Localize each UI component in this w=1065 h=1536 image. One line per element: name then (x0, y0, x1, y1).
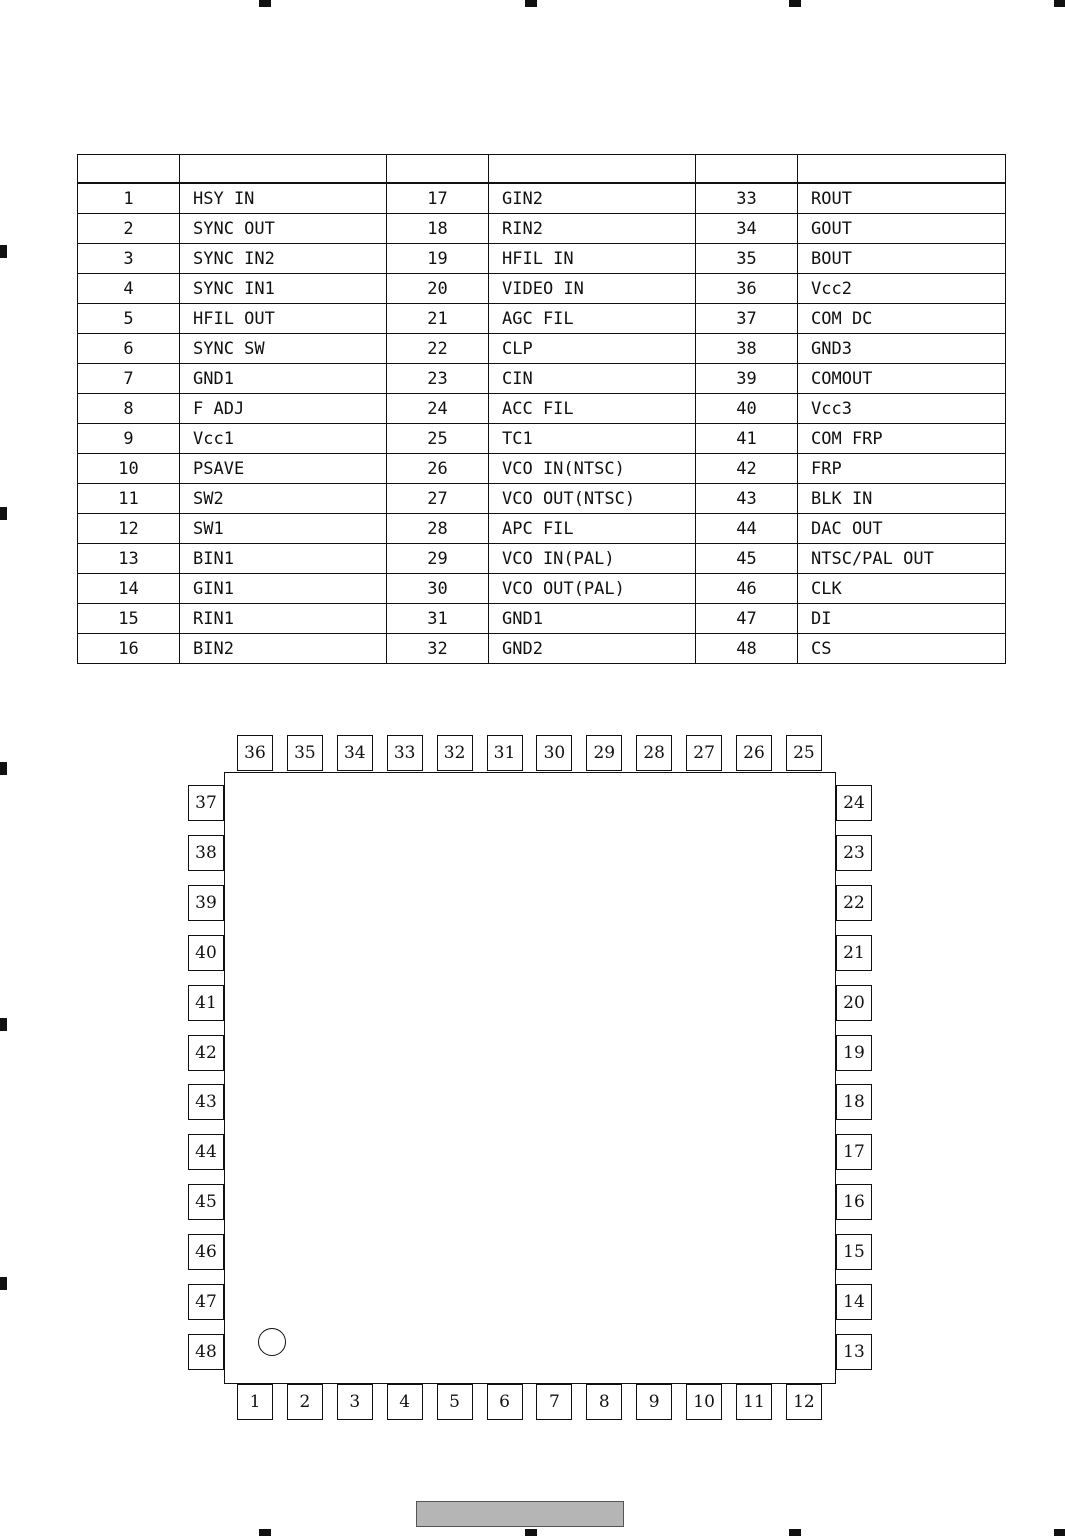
pin-name-cell: SW2 (180, 484, 387, 514)
pin-right-box: 23 (836, 835, 872, 871)
ic-body (224, 772, 836, 1384)
pin-left-box: 40 (188, 935, 224, 971)
registration-mark (0, 245, 7, 258)
pin-name-cell: VCO IN(NTSC) (489, 454, 696, 484)
pin-name-cell: AGC FIL (489, 304, 696, 334)
pin-name-cell: HSY IN (180, 183, 387, 214)
pin-right-box: 22 (836, 885, 872, 921)
pin-top-box: 36 (237, 735, 273, 771)
pin-number-cell: 12 (78, 514, 180, 544)
pin-right-box: 15 (836, 1234, 872, 1270)
table-row (78, 274, 1006, 304)
pin-right-box: 16 (836, 1184, 872, 1220)
pin-name-cell: SYNC IN1 (180, 274, 387, 304)
registration-mark (1054, 1529, 1065, 1536)
pin-number-cell: 11 (78, 484, 180, 514)
pin-top-box: 31 (487, 735, 523, 771)
pin-name-cell: GOUT (798, 214, 1006, 244)
pin-name-cell: COM DC (798, 304, 1006, 334)
table-row (78, 574, 1006, 604)
registration-mark (789, 0, 801, 7)
pin-name-cell: SYNC SW (180, 334, 387, 364)
table-row (78, 604, 1006, 634)
pin-name-cell: BLK IN (798, 484, 1006, 514)
pin-name-cell: GND1 (180, 364, 387, 394)
pin-left-box: 48 (188, 1334, 224, 1370)
pin-name-cell: CS (798, 634, 1006, 664)
pin-number-cell: 34 (696, 214, 798, 244)
pin-number-cell: 24 (387, 394, 489, 424)
pin-number-cell: 18 (387, 214, 489, 244)
pin-top-box: 25 (786, 735, 822, 771)
pin-name-cell: VIDEO IN (489, 274, 696, 304)
pin-number-cell: 3 (78, 244, 180, 274)
pin-right-box: 14 (836, 1284, 872, 1320)
pin-left-box: 37 (188, 785, 224, 821)
pin-left-box: 45 (188, 1184, 224, 1220)
header-pin-no-1 (78, 155, 180, 184)
table-row (78, 304, 1006, 334)
pin-number-cell: 6 (78, 334, 180, 364)
table-row (78, 514, 1006, 544)
pin-number-cell: 41 (696, 424, 798, 454)
pin-number-cell: 19 (387, 244, 489, 274)
pin-name-cell: GIN1 (180, 574, 387, 604)
pin-name-cell: ROUT (798, 183, 1006, 214)
header-pin-name-1 (180, 155, 387, 184)
header-pin-name-2 (489, 155, 696, 184)
pin-top-box: 27 (686, 735, 722, 771)
table-row (78, 394, 1006, 424)
registration-mark (0, 507, 7, 520)
pin-bottom-box: 7 (536, 1384, 572, 1420)
pin-name-cell: FRP (798, 454, 1006, 484)
pin-bottom-box: 1 (237, 1384, 273, 1420)
pin-name-cell: HFIL IN (489, 244, 696, 274)
pin-number-cell: 17 (387, 183, 489, 214)
pin-number-cell: 48 (696, 634, 798, 664)
pin-name-cell: BIN1 (180, 544, 387, 574)
pin-name-cell: F ADJ (180, 394, 387, 424)
pin-top-box: 32 (437, 735, 473, 771)
pin-bottom-box: 8 (586, 1384, 622, 1420)
pin-number-cell: 32 (387, 634, 489, 664)
table-row (78, 244, 1006, 274)
pin-bottom-box: 11 (736, 1384, 772, 1420)
pin-left-box: 47 (188, 1284, 224, 1320)
pin-right-box: 20 (836, 985, 872, 1021)
pin-number-cell: 39 (696, 364, 798, 394)
registration-mark (259, 0, 271, 7)
pin-number-cell: 8 (78, 394, 180, 424)
pin-number-cell: 15 (78, 604, 180, 634)
pin-right-box: 19 (836, 1035, 872, 1071)
pin-name-cell: RIN2 (489, 214, 696, 244)
table-row (78, 544, 1006, 574)
pin-number-cell: 38 (696, 334, 798, 364)
pin-left-box: 42 (188, 1035, 224, 1071)
header-pin-name-3 (798, 155, 1006, 184)
pin-left-box: 39 (188, 885, 224, 921)
pin-right-box: 18 (836, 1084, 872, 1120)
pin-left-box: 43 (188, 1084, 224, 1120)
registration-mark (259, 1529, 271, 1536)
pin-name-cell: GND3 (798, 334, 1006, 364)
pin-number-cell: 2 (78, 214, 180, 244)
pin-number-cell: 27 (387, 484, 489, 514)
pin-number-cell: 25 (387, 424, 489, 454)
pin-number-cell: 42 (696, 454, 798, 484)
pin-number-cell: 14 (78, 574, 180, 604)
pin-right-box: 24 (836, 785, 872, 821)
pin-left-box: 41 (188, 985, 224, 1021)
pin-name-cell: SW1 (180, 514, 387, 544)
pin-number-cell: 33 (696, 183, 798, 214)
pin-number-cell: 37 (696, 304, 798, 334)
pin-name-cell: CIN (489, 364, 696, 394)
pin-top-box: 33 (387, 735, 423, 771)
registration-mark (1054, 0, 1065, 7)
pin-number-cell: 46 (696, 574, 798, 604)
header-pin-no-2 (387, 155, 489, 184)
pin-number-cell: 26 (387, 454, 489, 484)
pin-bottom-box: 9 (636, 1384, 672, 1420)
pin-name-cell: VCO IN(PAL) (489, 544, 696, 574)
pin-name-cell: HFIL OUT (180, 304, 387, 334)
pin-name-cell: CLK (798, 574, 1006, 604)
pin-name-cell: SYNC IN2 (180, 244, 387, 274)
pin-bottom-box: 3 (337, 1384, 373, 1420)
pin-right-box: 21 (836, 935, 872, 971)
pin-name-cell: BOUT (798, 244, 1006, 274)
registration-mark (0, 762, 7, 775)
pin-top-box: 28 (636, 735, 672, 771)
pin-number-cell: 13 (78, 544, 180, 574)
registration-mark (789, 1529, 801, 1536)
pin-number-cell: 9 (78, 424, 180, 454)
pin-bottom-box: 10 (686, 1384, 722, 1420)
pin-number-cell: 7 (78, 364, 180, 394)
pin-name-cell: COM FRP (798, 424, 1006, 454)
pin-top-box: 30 (536, 735, 572, 771)
pin-number-cell: 21 (387, 304, 489, 334)
table-row (78, 214, 1006, 244)
pin-name-cell: VCO OUT(NTSC) (489, 484, 696, 514)
registration-mark (0, 1018, 7, 1031)
pin-number-cell: 44 (696, 514, 798, 544)
table-row (78, 183, 1006, 214)
pin-top-box: 34 (337, 735, 373, 771)
pin-number-cell: 31 (387, 604, 489, 634)
table-row (78, 364, 1006, 394)
registration-mark (525, 1529, 537, 1536)
pin-name-cell: BIN2 (180, 634, 387, 664)
pin-name-cell: DAC OUT (798, 514, 1006, 544)
pin1-indicator-circle (258, 1328, 286, 1356)
pin-bottom-box: 12 (786, 1384, 822, 1420)
pin-top-box: 26 (736, 735, 772, 771)
pin-number-cell: 30 (387, 574, 489, 604)
pin-assignment-table (77, 154, 1006, 664)
pin-name-cell: GIN2 (489, 183, 696, 214)
pin-name-cell: Vcc3 (798, 394, 1006, 424)
pin-name-cell: GND2 (489, 634, 696, 664)
pin-name-cell: CLP (489, 334, 696, 364)
pin-name-cell: RIN1 (180, 604, 387, 634)
pin-bottom-box: 5 (437, 1384, 473, 1420)
header-pin-no-3 (696, 155, 798, 184)
pin-number-cell: 1 (78, 183, 180, 214)
pin-name-cell: NTSC/PAL OUT (798, 544, 1006, 574)
pin-name-cell: APC FIL (489, 514, 696, 544)
pin-name-cell: ACC FIL (489, 394, 696, 424)
table-row (78, 634, 1006, 664)
page-footer-bar (416, 1501, 624, 1527)
pin-number-cell: 16 (78, 634, 180, 664)
pin-number-cell: 29 (387, 544, 489, 574)
pin-number-cell: 10 (78, 454, 180, 484)
pin-number-cell: 43 (696, 484, 798, 514)
pin-number-cell: 35 (696, 244, 798, 274)
table-row (78, 484, 1006, 514)
pin-left-box: 46 (188, 1234, 224, 1270)
table-row (78, 334, 1006, 364)
table-row (78, 424, 1006, 454)
pin-name-cell: TC1 (489, 424, 696, 454)
pin-top-box: 35 (287, 735, 323, 771)
pin-left-box: 44 (188, 1134, 224, 1170)
pin-number-cell: 28 (387, 514, 489, 544)
pin-number-cell: 5 (78, 304, 180, 334)
pin-number-cell: 4 (78, 274, 180, 304)
pin-right-box: 17 (836, 1134, 872, 1170)
pin-bottom-box: 2 (287, 1384, 323, 1420)
pin-bottom-box: 4 (387, 1384, 423, 1420)
pin-name-cell: COMOUT (798, 364, 1006, 394)
registration-mark (525, 0, 537, 7)
pin-number-cell: 22 (387, 334, 489, 364)
pin-number-cell: 20 (387, 274, 489, 304)
registration-mark (0, 1277, 7, 1290)
pin-number-cell: 47 (696, 604, 798, 634)
table-row (78, 454, 1006, 484)
pin-top-box: 29 (586, 735, 622, 771)
pin-name-cell: Vcc2 (798, 274, 1006, 304)
pin-name-cell: GND1 (489, 604, 696, 634)
pin-number-cell: 45 (696, 544, 798, 574)
pin-name-cell: Vcc1 (180, 424, 387, 454)
pin-name-cell: SYNC OUT (180, 214, 387, 244)
pin-name-cell: DI (798, 604, 1006, 634)
pin-name-cell: PSAVE (180, 454, 387, 484)
pin-bottom-box: 6 (487, 1384, 523, 1420)
pin-number-cell: 23 (387, 364, 489, 394)
pin-number-cell: 36 (696, 274, 798, 304)
pin-number-cell: 40 (696, 394, 798, 424)
pin-name-cell: VCO OUT(PAL) (489, 574, 696, 604)
pin-right-box: 13 (836, 1334, 872, 1370)
pin-left-box: 38 (188, 835, 224, 871)
table-header-row (78, 155, 1006, 184)
